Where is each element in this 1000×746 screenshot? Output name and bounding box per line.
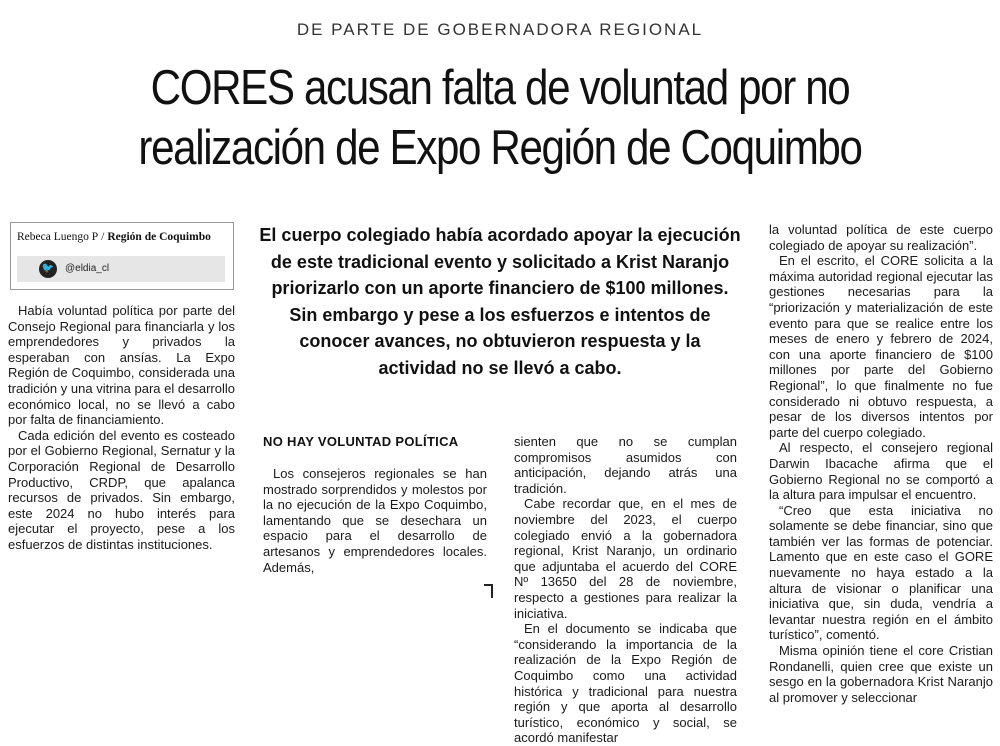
lead-paragraph: El cuerpo colegiado había acordado apoyar la ejecución de este tradicional evento y solicitado a Krist Naranjo priorizarlo con un aporte financiero de $100 millones. Sin embargo y pese a los esfuerzos e intentos de conocer avances, no obtuvieron respuesta y la actividad no se llevó a cabo. — [259, 225, 741, 378]
body-column-2 — [263, 466, 487, 575]
byline-separator: / — [101, 231, 105, 243]
paragraph: sienten que no se cumplan compromisos asumidos con anticipación, dejando atrás una tradición. — [514, 434, 737, 496]
byline — [17, 231, 211, 243]
twitter-bird-icon: 🐦 — [39, 260, 57, 278]
paragraph: la voluntad política de este cuerpo colegiado de apoyar su realización”. — [769, 222, 993, 253]
paragraph: “Creo que esta iniciativa no solamente se debe financiar, sino que también ver las formas de potenciar. Lamento que en este caso el GORE nuevamente no haya estado a la altura de visionar o planificar una iniciativa que, sin duda, vendría a levantar nuestra región en el ámbito turístico”, comentó. — [769, 502, 993, 643]
section-subhead: NO HAY VOLUNTAD POLÍTICA — [263, 434, 459, 449]
paragraph: En el escrito, el CORE solicita a la máxima autoridad regional ejecutar las gestiones necesarias para la “priorización y materialización de este evento para que se realice entre los meses de enero y febrero de 2024, con una aporte financiero de $100 millones por parte del Gobierno Regional”, lo que finalmente no fue considerado ni obtuvo respuesta, a pesar de los diversos intentos por parte del cuerpo colegiado. — [769, 253, 993, 440]
social-handle[interactable]: @eldia_cl — [65, 263, 110, 274]
paragraph: Cabe recordar que, en el mes de noviembre del 2023, el cuerpo colegiado envió a la gobernadora regional, Krist Naranjo, un ordinario que adjuntaba el acuerdo del CORE Nº 13650 del 28 de noviembre, respecto a gestiones para realizar la iniciativa. — [514, 496, 737, 621]
paragraph: Al respecto, el consejero regional Darwin Ibacache afirma que el Gobierno Regional no se comportó a la altura para impulsar el encuentro. — [769, 440, 993, 503]
byline-author: Rebeca Luengo P — [17, 231, 99, 243]
body-column-4 — [769, 222, 993, 705]
byline-outlet: Región de Coquimbo — [107, 231, 211, 243]
section-kicker: DE PARTE DE GOBERNADORA REGIONAL — [296, 20, 704, 39]
paragraph: En el documento se indicaba que “considerando la importancia de la realización de la Expo Región de Coquimbo como una actividad histórica y tradicional para nuestra región y que aporta al desarrollo turístico, económico y social, se acordó manifestar — [514, 621, 737, 746]
paragraph: Los consejeros regionales se han mostrado sorprendidos y molestos por la no ejecución de la Expo Coquimbo, lamentando que se desechara un espacio para el desarrollo de artesanos y emprendedores locales. Además, — [263, 466, 487, 575]
byline-box — [10, 222, 234, 290]
paragraph: Misma opinión tiene el core Cristian Rondanelli, quien cree que existe un sesgo en la gobernadora Krist Naranjo al promover y seleccionar — [769, 643, 993, 705]
article-headline — [70, 58, 930, 178]
paragraph: Había voluntad política por parte del Consejo Regional para financiarla y los emprendedores y privados la esperaban con ansías. La Expo Región de Coquimbo, considerada una tradición y una vitrina para el desarrollo económico local, no se llevó a cabo por falta de financiamiento. — [8, 303, 235, 428]
continuation-mark — [484, 584, 493, 598]
paragraph: Cada edición del evento es costeado por el Gobierno Regional, Sernatur y la Corporación Regional de Desarrollo Productivo, CRDP, que apalanca recursos de privados. Sin embargo, este 2024 no hubo interés para ejecutar el proyecto, pese a los esfuerzos de distintas instituciones. — [8, 427, 235, 552]
social-handle-bar — [17, 256, 225, 282]
body-column-1 — [8, 303, 235, 553]
headline-line-2: realización de Expo Región de Coquimbo — [138, 121, 862, 175]
headline-line-1: CORES acusan falta de voluntad por no — [150, 61, 850, 115]
body-column-3 — [514, 434, 737, 746]
